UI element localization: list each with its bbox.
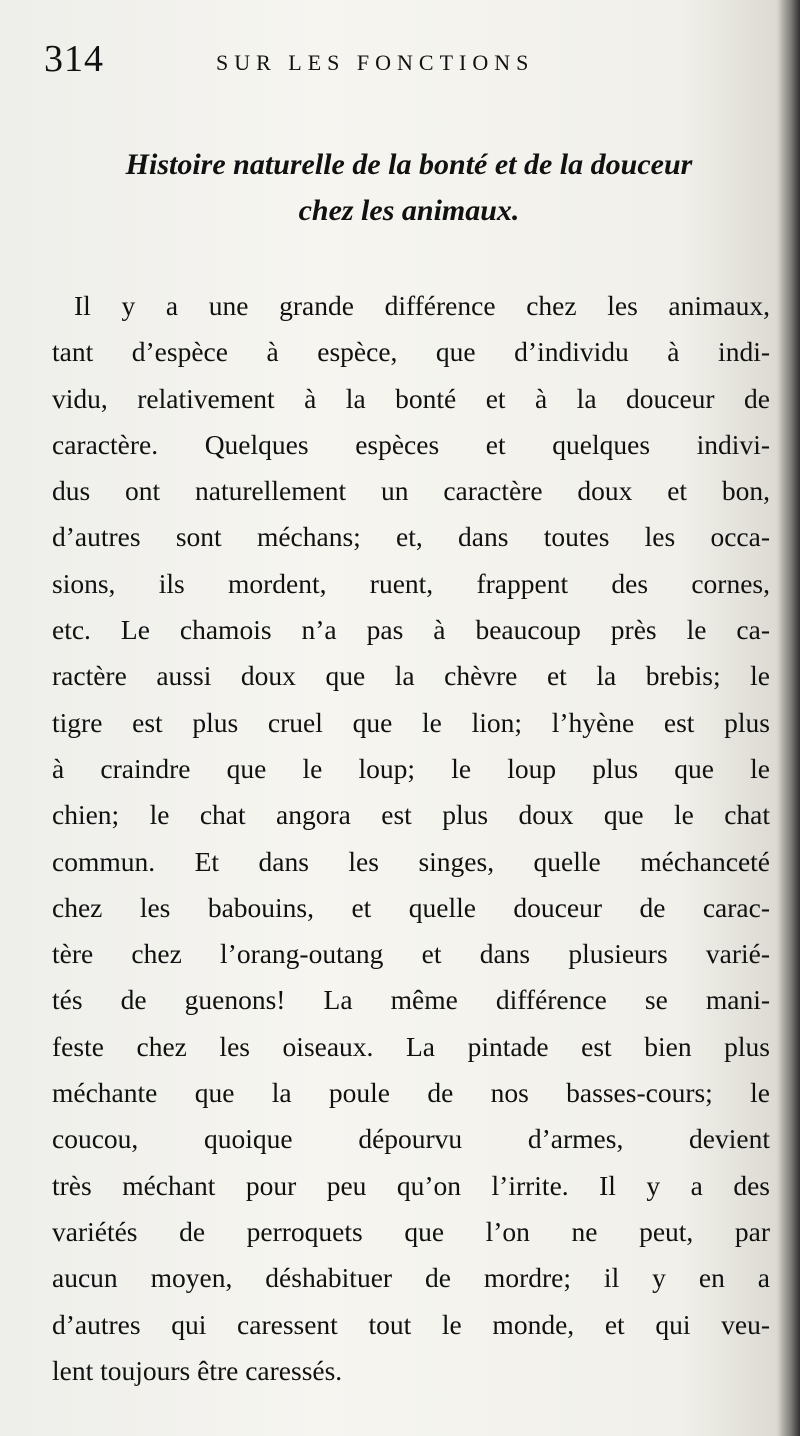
text-line: feste chez les oiseaux. La pintade est bien plus <box>52 1030 770 1062</box>
text-line: lent toujours être caressés. <box>52 1354 343 1386</box>
text-line: aucun moyen, déshabituer de mordre; il y en a <box>52 1262 770 1294</box>
text-line: d’autres sont méchans; et, dans toutes les occa- <box>52 521 770 553</box>
section-title-line: chez les animaux. <box>298 194 520 227</box>
running-head: SUR LES FONCTIONS <box>216 50 535 75</box>
text-line: ractère aussi doux que la chèvre et la brebis; le <box>52 660 770 692</box>
text-line: méchante que la poule de nos basses-cours; le <box>52 1077 770 1109</box>
page-edge-shadow <box>778 0 800 1436</box>
text-line: chez les babouins, et quelle douceur de carac- <box>52 891 770 923</box>
text-line: d’autres qui caressent tout le monde, et qui veu- <box>52 1308 770 1340</box>
text-line: tère chez l’orang-outang et dans plusieurs varié- <box>52 938 770 970</box>
text-line: sions, ils mordent, ruent, frappent des cornes, <box>52 567 770 599</box>
text-line: coucou, quoique dépourvu d’armes, devient <box>52 1123 770 1155</box>
text-line: très méchant pour peu qu’on l’irrite. Il y a des <box>52 1169 770 1201</box>
text-line: chien; le chat angora est plus doux que le chat <box>52 799 770 831</box>
text-line: dus ont naturellement un caractère doux et bon, <box>52 475 770 507</box>
text-line: vidu, relativement à la bonté et à la douceur de <box>52 382 770 414</box>
body-paragraph <box>52 283 770 1394</box>
text-line: tigre est plus cruel que le lion; l’hyène est plus <box>52 706 770 738</box>
text-line: tés de guenons! La même différence se mani- <box>52 984 770 1016</box>
text-line: à craindre que le loup; le loup plus que le <box>52 752 770 784</box>
text-line: tant d’espèce à espèce, que d’individu à indi- <box>52 336 770 368</box>
text-line: etc. Le chamois n’a pas à beaucoup près le ca- <box>52 614 770 646</box>
text-line: caractère. Quelques espèces et quelques indivi- <box>52 428 770 460</box>
page-number: 314 <box>44 38 104 80</box>
section-title-line: Histoire naturelle de la bonté et de la douceur <box>125 148 693 181</box>
section-title <box>44 142 774 234</box>
text-line: variétés de perroquets que l’on ne peut, par <box>52 1215 770 1247</box>
text-line: commun. Et dans les singes, quelle méchanceté <box>52 845 770 877</box>
text-line: Il y a une grande différence chez les animaux, <box>74 290 770 321</box>
